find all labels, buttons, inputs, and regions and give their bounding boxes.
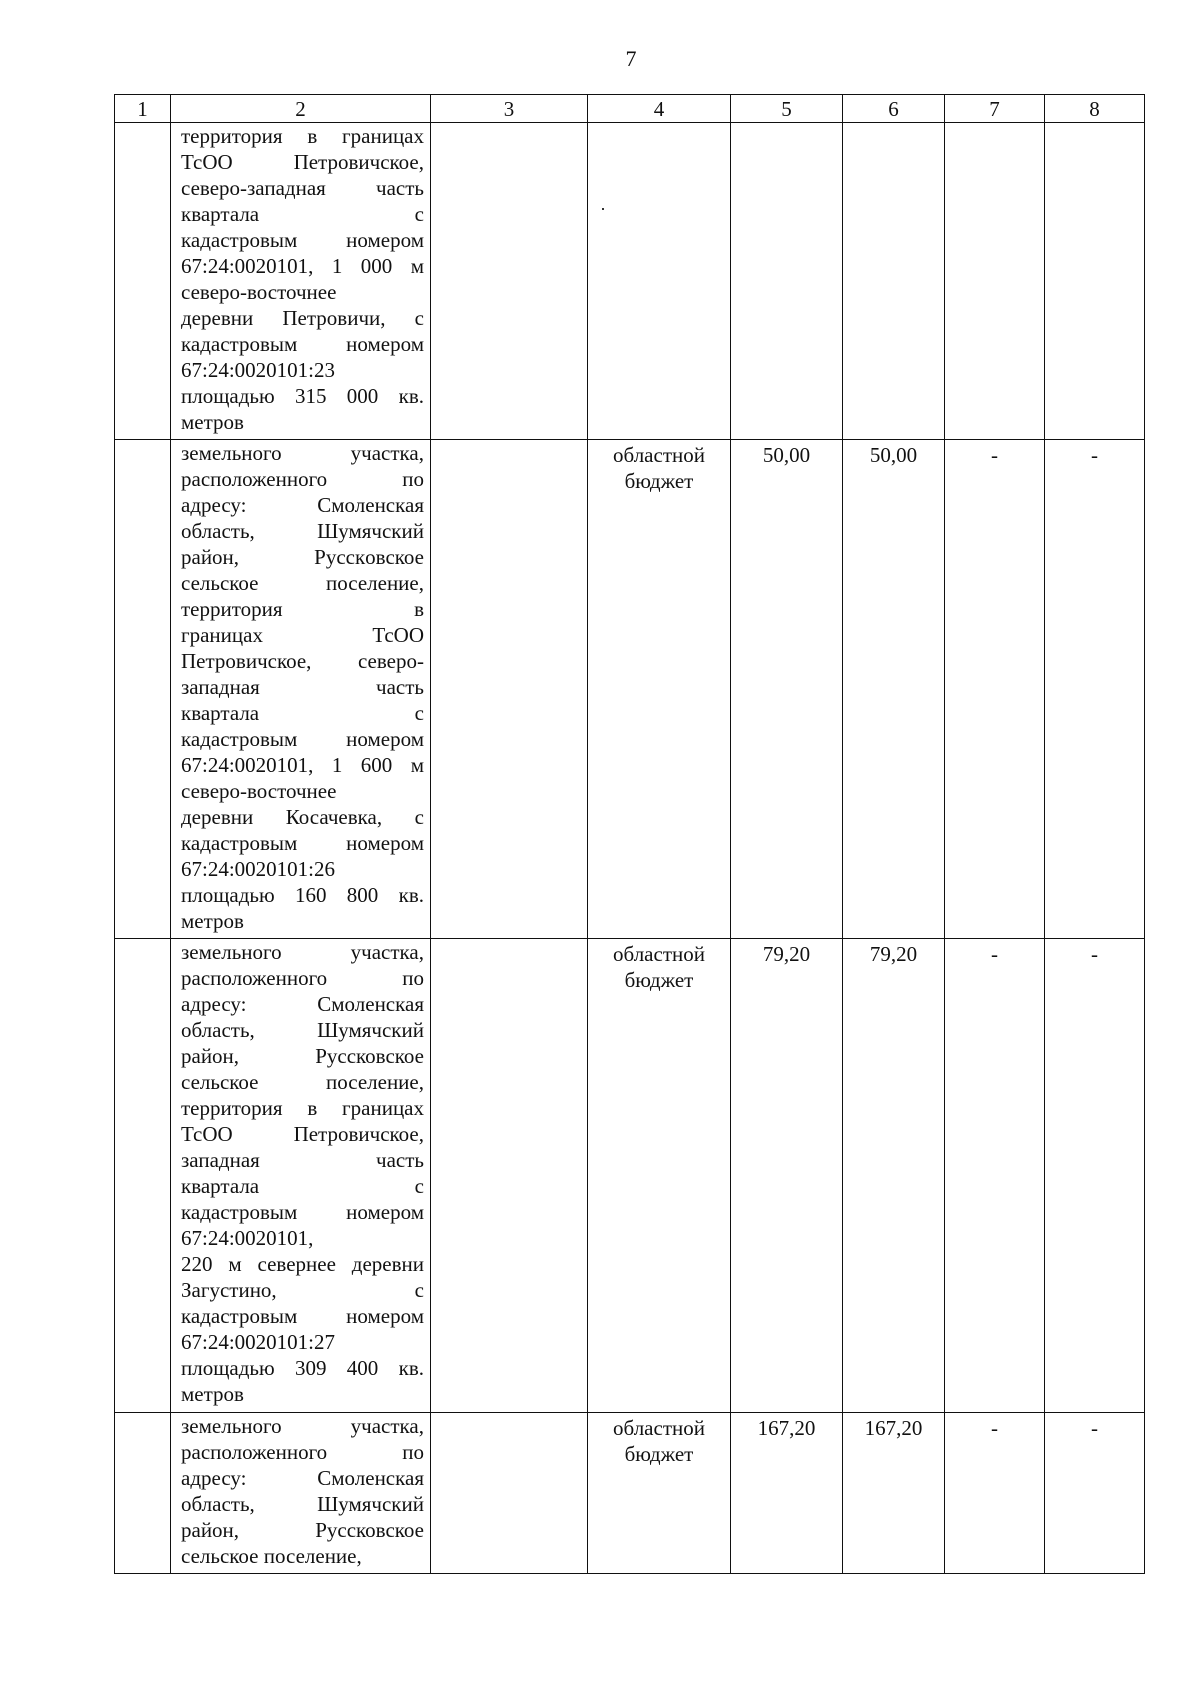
description-line: квартала с [181,202,424,226]
cell-col6 [843,123,945,440]
description-line: кадастровым номером [181,1304,424,1328]
row-number-cell [115,123,171,440]
description-line: расположенного по [181,1440,424,1464]
description-line: границах ТсОО [181,623,424,647]
description-line: ТсОО Петровичское, [181,1122,424,1146]
description-line: деревни Петровичи, с [181,306,424,330]
description-line: сельское поселение, [181,1070,424,1094]
description-line: земельного участка, [181,940,424,964]
description-line: северо-восточнее [181,280,337,304]
header-row [115,95,1145,123]
funding-source-cont: бюджет [624,968,694,992]
description-line: сельское поселение, [181,1544,362,1568]
table-row [115,123,1145,440]
description-line: 67:24:0020101:26 [181,857,336,881]
row-number-cell [115,440,171,939]
cell-col4 [588,939,731,1413]
description-line: область, Шумячский [181,1018,424,1042]
funding-source-cont: бюджет [624,1442,694,1466]
description-line: площадью 315 000 кв. [181,384,424,408]
description-line: земельного участка, [181,1414,424,1438]
description-line: площадью 309 400 кв. [181,1356,424,1380]
description-line: квартала с [181,701,424,725]
description-line: земельного участка, [181,441,424,465]
cell-col6: 167,20 [843,1413,945,1574]
description-line: северо-западная часть [181,176,424,200]
cell-col8: - [1045,1413,1145,1574]
description-line: область, Шумячский [181,519,424,543]
scan-speck [602,208,604,210]
funding-source: областной [613,443,705,467]
cell-col6: 50,00 [843,440,945,939]
description-line: площадью 160 800 кв. [181,883,424,907]
header-cell: 8 [1045,95,1145,123]
description-line: район, Русскoвское [181,545,424,569]
description-line: деревни Косачевка, с [181,805,424,829]
cell-col4 [588,123,731,440]
description-line: метров [181,1382,244,1406]
description-line: ТсОО Петровичское, [181,150,424,174]
description-line: адресу: Смоленская [181,493,424,517]
description-cell [171,939,431,1413]
funding-source-cont: бюджет [624,469,694,493]
description-line: 67:24:0020101:27 [181,1330,336,1354]
cell-col3 [431,1413,588,1574]
budget-table [114,94,1145,1574]
page-number: 7 [625,46,637,71]
description-line: западная часть [181,1148,424,1172]
table-row [115,939,1145,1413]
description-line: территория в границах [181,124,424,148]
cell-col8 [1045,123,1145,440]
description-line: область, Шумячский [181,1492,424,1516]
description-line: кадастровым номером [181,831,424,855]
description-line: район, Руссковское [181,1518,424,1542]
cell-col7 [945,123,1045,440]
description-line: метров [181,410,244,434]
description-line: адресу: Смоленская [181,992,424,1016]
cell-col4 [588,1413,731,1574]
description-line: территория в [181,597,424,621]
description-line: кадастровым номером [181,727,424,751]
cell-col5: 167,20 [731,1413,843,1574]
description-line: кадастровым номером [181,1200,424,1224]
cell-col3 [431,939,588,1413]
description-line: 67:24:0020101, [181,1226,314,1250]
description-line: 67:24:0020101:23 [181,358,336,382]
cell-col7: - [945,939,1045,1413]
row-number-cell [115,1413,171,1574]
header-cell: 4 [588,95,731,123]
description-line: расположенного по [181,966,424,990]
description-cell [171,440,431,939]
header-cell: 6 [843,95,945,123]
description-line: кадастровым номером [181,228,424,252]
cell-col8: - [1045,440,1145,939]
cell-col5: 50,00 [731,440,843,939]
cell-col6: 79,20 [843,939,945,1413]
cell-col7: - [945,440,1045,939]
description-line: Петровичское, северо- [181,649,424,673]
description-line: западная часть [181,675,424,699]
cell-col3 [431,440,588,939]
cell-col3 [431,123,588,440]
description-line: 67:24:0020101, 1 600 м [181,753,424,777]
description-cell [171,123,431,440]
description-line: метров [181,909,244,933]
funding-source: областной [613,1416,705,1440]
description-line: квартала с [181,1174,424,1198]
header-cell: 3 [431,95,588,123]
header-cell: 2 [171,95,431,123]
description-cell [171,1413,431,1574]
table-row [115,440,1145,939]
cell-col8: - [1045,939,1145,1413]
description-line: 220 м севернее деревни [181,1252,424,1276]
header-cell: 1 [115,95,171,123]
description-line: северо-восточнее [181,779,337,803]
description-line: адресу: Смоленская [181,1466,424,1490]
funding-source: областной [613,942,705,966]
description-line: кадастровым номером [181,332,424,356]
header-cell: 5 [731,95,843,123]
description-line: Загустино, с [181,1278,424,1302]
table-row [115,1413,1145,1574]
description-line: 67:24:0020101, 1 000 м [181,254,424,278]
cell-col4 [588,440,731,939]
description-line: территория в границах [181,1096,424,1120]
cell-col5: 79,20 [731,939,843,1413]
description-line: сельское поселение, [181,571,424,595]
cell-col5 [731,123,843,440]
row-number-cell [115,939,171,1413]
header-cell: 7 [945,95,1045,123]
description-line: расположенного по [181,467,424,491]
description-line: район, Руссковское [181,1044,424,1068]
cell-col7: - [945,1413,1045,1574]
